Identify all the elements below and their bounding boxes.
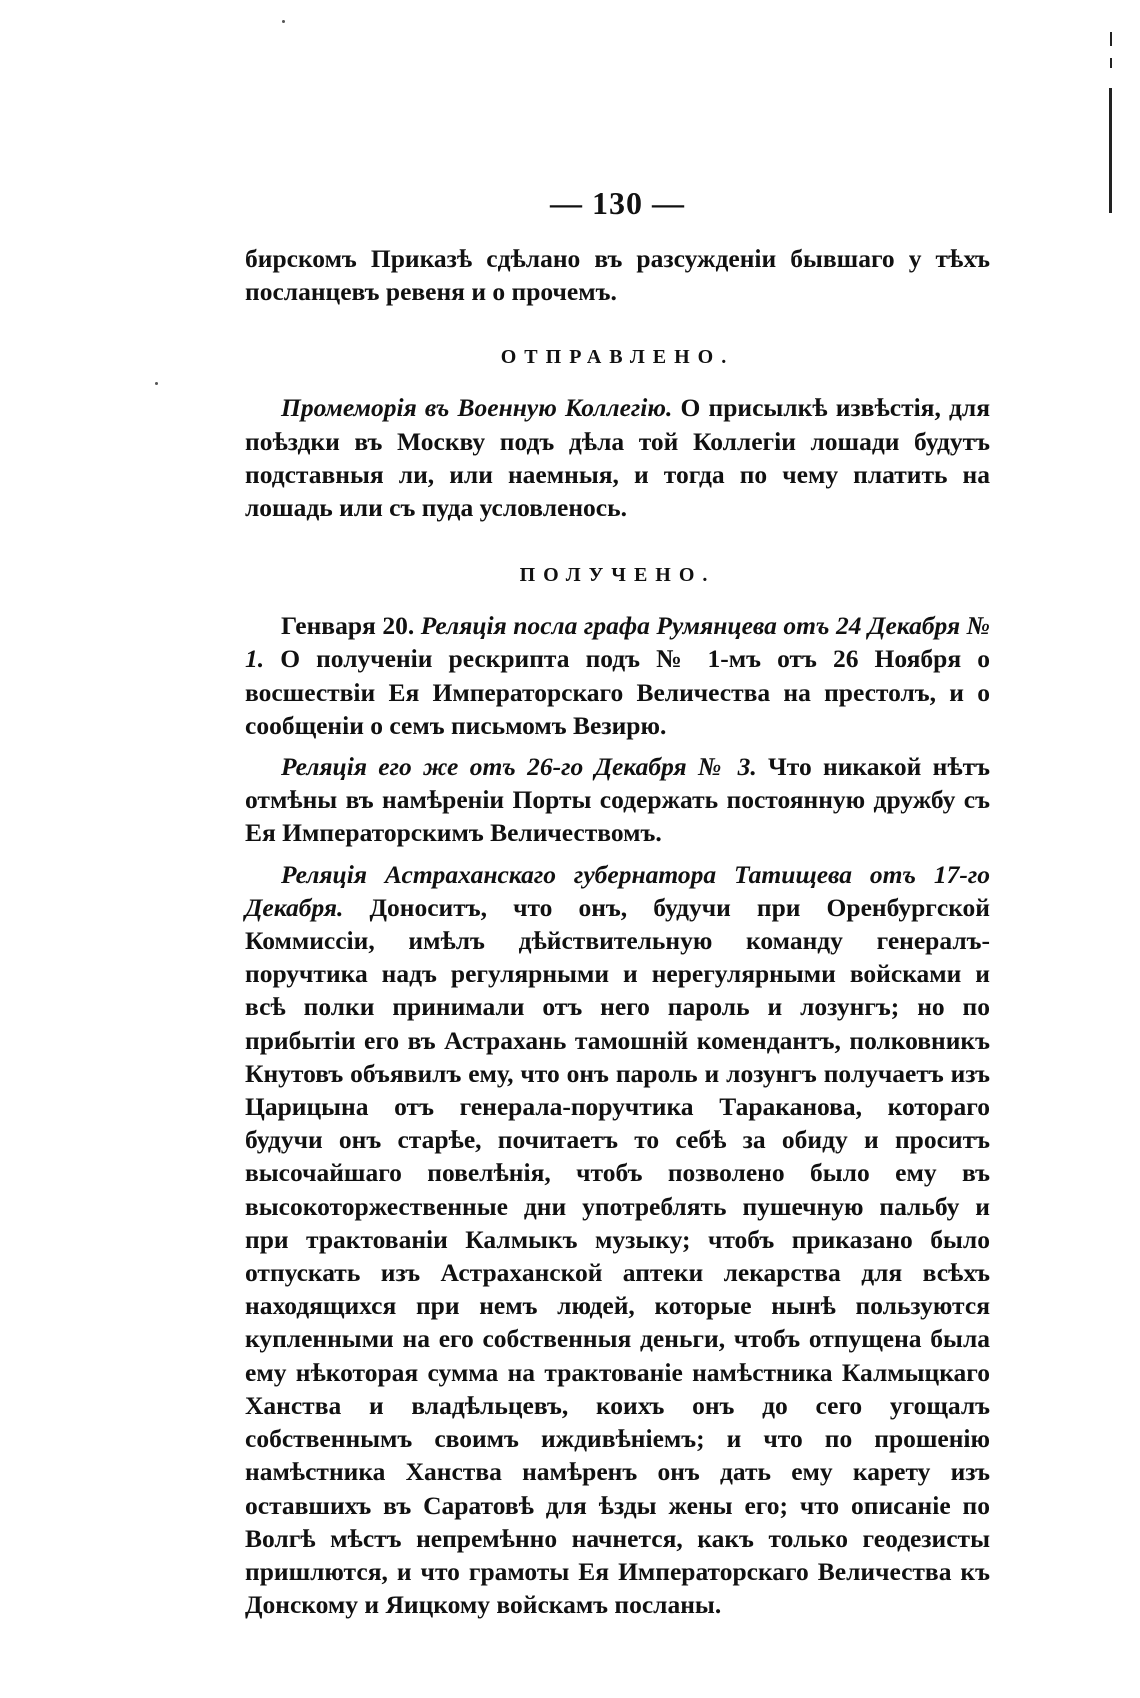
entry-1-title: Реляція посла графа Румянцева отъ 24 Декабря № 1. <box>245 611 990 674</box>
page-edge-mark <box>1109 88 1112 213</box>
scan-speck <box>282 20 285 23</box>
paragraph-entry-1 <box>245 609 990 742</box>
promemoria-title: Промеморія въ Военную Коллегію. <box>281 393 673 423</box>
entry-2-title: Реляція его же отъ 26-го Декабря № 3. <box>281 752 757 782</box>
entry-3-title: Реляція Астраханскаго губернатора Татищева отъ 17-го Декабря. <box>245 859 990 922</box>
page-edge-mark <box>1110 58 1112 68</box>
section-heading-received: ПОЛУЧЕНО. <box>519 564 716 587</box>
page-edge-mark <box>1110 32 1112 46</box>
paragraph-entry-2 <box>245 750 990 850</box>
promemoria-text: О присылкѣ извѣстія, для поѣздки въ Москву подъ дѣла той Коллегіи лошади будутъ подставныя ли, или наемныя, и тогда по чему платить на лошадь или съ пуда условленось. <box>245 393 991 523</box>
page-number: — 130 — <box>550 185 685 221</box>
paragraph-continuation: бирскомъ Приказѣ сдѣлано въ разсужденіи бывшаго у тѣхъ посланцевъ ревеня и о прочемъ. <box>245 244 990 307</box>
entry-3-text: Доноситъ, что онъ, будучи при Оренбургской Коммиссіи, имѣлъ дѣйствительную команду генералъ-поручтика надъ регулярными и нерегулярными войсками и всѣ полки принимали отъ него пароль и лозунгъ; но по прибытіи его въ Астрахань тамошній комендантъ, полковникъ Кнутовъ объявилъ ему, что онъ пароль и лозунгъ получаетъ изъ Царицына отъ генерала-поручтика Тараканова, котораго будучи онъ старѣе, почитаетъ то себѣ за обиду и проситъ высочайшаго повелѣнія, чтобъ позволено было ему въ высокоторжественные дни употреблять пушечную пальбу и при трактованіи Калмыкъ музыку; чтобъ приказано было отпускать изъ Астраханской аптеки лекарства для всѣхъ находящихся при немъ людей, которые нынѣ пользуются купленными на его собственныя деньги, чтобъ отпущена была ему нѣкоторая сумма на трактованіе намѣстника Калмыцкаго Ханства и владѣльцевъ, коихъ онъ до сего угощалъ собственнымъ своимъ иждивѣніемъ; и что по прошенію намѣстника Ханства намѣренъ онъ дать ему карету изъ оставшихъ въ Саратовѣ для ѣзды жены его; что описаніе по Волгѣ мѣстъ непремѣнно начнется, какъ только геодезисты пришлются, и что грамоты Ея Императорскаго Величества къ Донскому и Яицкому войскамъ посланы. <box>245 892 990 1620</box>
entry-1-date: Генваря 20. <box>281 611 415 641</box>
paragraph-promemoria <box>245 391 990 524</box>
entry-1-text: О полученіи рескрипта подъ № 1-мъ отъ 26 Ноября о восшествіи Ея Императорскаго Величества на престолъ, и о сообщеніи о семъ письмомъ Везирю. <box>245 644 990 740</box>
section-heading-sent: ОТПРАВЛЕНО. <box>500 346 735 369</box>
scan-speck <box>155 382 158 385</box>
paragraph-entry-3 <box>245 858 990 1622</box>
document-page <box>245 185 990 1621</box>
entry-2-text: Что никакой нѣтъ отмѣны въ намѣреніи Порты содержать постоянную дружбу съ Ея Императорскимъ Величествомъ. <box>245 752 991 848</box>
